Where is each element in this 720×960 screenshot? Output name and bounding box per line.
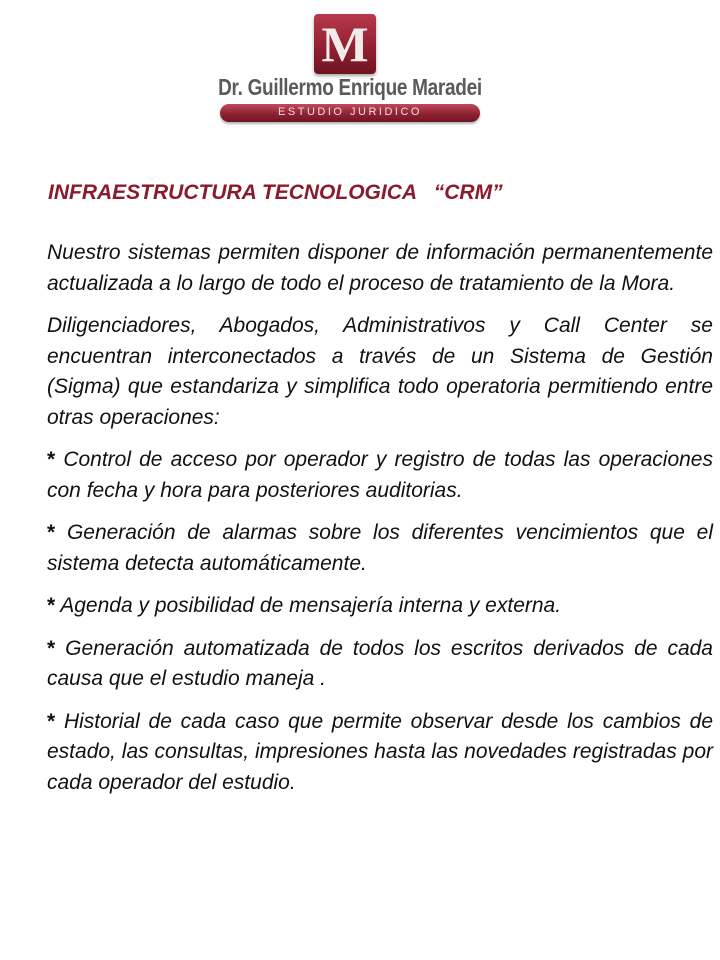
bullet-item <box>47 634 713 695</box>
logo-subtitle-bar <box>220 104 480 122</box>
bullet-text: Agenda y posibilidad de mensajería interna y externa. <box>60 594 562 617</box>
bullet-text: Generación automatizada de todos los escritos derivados de cada causa que el estudio maneja . <box>47 636 713 690</box>
bullet-marker: * <box>47 594 56 617</box>
page-title: INFRAESTRUCTURA TECNOLOGICA “CRM” <box>48 181 503 204</box>
intro-paragraph: Nuestro sistemas permiten disponer de información permanentemente actualizada a lo largo de todo el proceso de tratamiento de la Mora. <box>47 241 713 295</box>
bullet-text: Historial de cada caso que permite observar desde los cambios de estado, las consultas, impresiones hasta las novedades registradas por cada operador del estudio. <box>47 709 713 794</box>
logo-monogram-letter: M <box>321 16 369 72</box>
bullet-item <box>47 518 713 579</box>
document-body <box>47 238 713 810</box>
bullet-item <box>47 591 713 622</box>
bullet-item <box>47 445 713 506</box>
logo-firm-name: Dr. Guillermo Enrique Maradei <box>218 76 482 102</box>
bullet-marker: * <box>47 709 56 733</box>
bullet-marker: * <box>47 448 56 471</box>
logo-monogram <box>314 14 376 74</box>
systems-paragraph: Diligenciadores, Abogados, Administrativos y Call Center se encuentran interconectados a través de un Sistema de Gestión (Sigma) que estandariza y simplifica todo operatoria permitiendo entre otras operaciones: <box>47 314 713 429</box>
firm-logo <box>210 14 490 126</box>
bullet-marker: * <box>47 521 56 544</box>
bullet-item <box>47 707 713 799</box>
bullet-text: Generación de alarmas sobre los diferentes vencimientos que el sistema detecta automáticamente. <box>47 521 714 575</box>
logo-subtitle: ESTUDIO JURIDICO <box>278 106 422 118</box>
bullet-marker: * <box>47 636 56 660</box>
bullet-text: Control de acceso por operador y registro de todas las operaciones con fecha y hora para posteriores auditorias. <box>47 448 713 502</box>
